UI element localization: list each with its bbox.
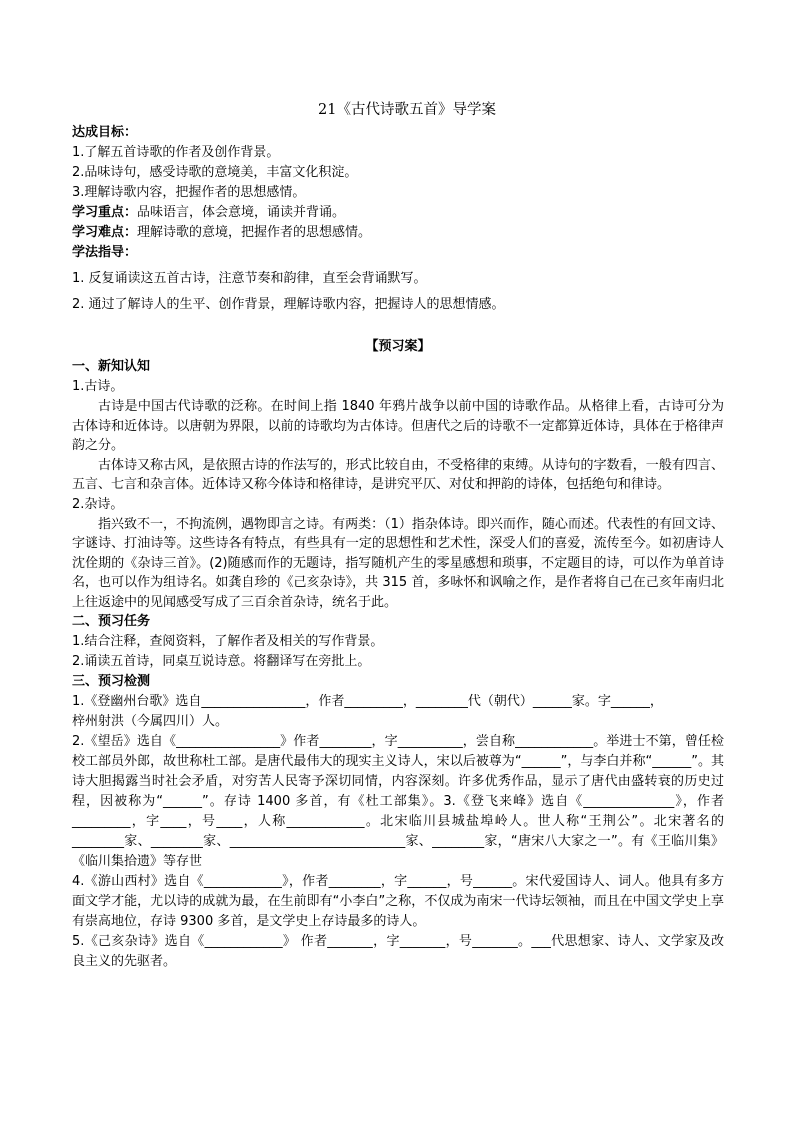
key-point-label: 学习重点： <box>72 205 138 220</box>
section1-heading: 一、新知认知 <box>72 359 151 374</box>
section1-paragraph-3: 指兴致不一，不拘流例，遇物即言之诗。有两类：（1）指杂体诗。即兴而作，随心而述。代表性的有回文诗、字谜诗、打油诗等。这些诗各有特点，有些具有一定的思想性和艺术性，深受人们的喜爱，流传至今。如初唐诗人沈佺期的《杂诗三首》。(2)随感而作的无题诗，指写随机产生的零星感想和琐事，不定题目的诗，可以作为单首诗名，也可以作为组诗名。如龚自珍的《己亥杂诗》，共 315 首，多咏怀和讽喻之作，是作者将自己在己亥年南归北上往返途中的见闻感受写成了三百余首杂诗，统名于此。 <box>72 516 724 610</box>
section1-paragraph-2: 古体诗又称古风，是依照古诗的作法写的，形式比较自由，不受格律的束缚。从诗句的字数看，一般有四言、五言、七言和杂言体。近体诗又称今体诗和格律诗，是讲究平仄、对仗和押韵的诗体，包括绝句和律诗。 <box>72 457 724 492</box>
page-title: 21《古代诗歌五首》导学案 <box>318 102 496 118</box>
goal-item: 1.了解五首诗歌的作者及创作背景。 <box>72 145 280 160</box>
section1-paragraph-1: 古诗是中国古代诗歌的泛称。在时间上指 1840 年鸦片战争以前中国的诗歌作品。从格律上看，古诗可分为古体诗和近体诗。以唐朝为界限，以前的诗歌均为古体诗。但唐代之后的诗歌不一定都算近体诗，具体在于格律声韵之分。 <box>72 399 724 453</box>
goal-item: 2.品味诗句，感受诗歌的意境美，丰富文化积淀。 <box>72 165 358 180</box>
question-2-3: 2.《望岳》选自《________________》作者________，字__________，尝自称____________。举进士不第，曾任检校工部员外郎，故世称杜工部。是唐代最伟大的现实主义诗人，宋以后被尊为“______”，与李白并称“______”。其诗大胆揭露当时社会矛盾，对穷苦人民寄予深切同情，内容深刻。许多优秀作品，显示了唐代由盛转衰的历史过程，因被称为“______”。存诗 1400 多首，有《杜工部集》。3.《登飞来峰》选自《______________》，作者_________，字____，号____，人称____________。北宋临川县城盐埠岭人。世人称“王荆公”。北宋著名的________家、________家、___________________________家、________家，“唐宋八大家之一”。有《王临川集》《临川集拾遗》等存世 <box>72 734 724 869</box>
section1-sub1: 1.古诗。 <box>72 379 124 394</box>
goals-heading: 达成目标： <box>72 125 138 140</box>
key-point-text: 品味语言，体会意境，诵读并背诵。 <box>137 205 346 220</box>
task-item: 2.诵读五首诗，同桌互说诗意。将翻译写在旁批上。 <box>72 654 371 669</box>
section1-sub2: 2.杂诗。 <box>72 496 124 512</box>
key-point-row <box>72 203 724 223</box>
difficulty-text: 理解诗歌的意境，把握作者的思想感情。 <box>137 225 372 240</box>
method-item: 1. 反复诵读这五首古诗，注意节奏和韵律，直至会背诵默写。 <box>72 271 427 286</box>
method-item: 2. 通过了解诗人的生平、创作背景，理解诗歌内容，把握诗人的思想情感。 <box>72 297 505 312</box>
question-1-line-2: 梓州射洪（今属四川）人。 <box>72 714 229 729</box>
goal-item: 3.理解诗歌内容，把握作者的思想感情。 <box>72 185 306 200</box>
task-item: 1.结合注释，查阅资料，了解作者及相关的写作背景。 <box>72 634 384 649</box>
question-4: 4.《游山西村》选自《____________》，作者________，字______，号______。宋代爱国诗人、词人。他具有多方面文学才能，尤以诗的成就为最，在生前即有“小李白”之称，不仅成为南宋一代诗坛领袖，而且在中国文学史上享有崇高地位，存诗 9300 多首，是文学史上存诗最多的诗人。 <box>72 874 724 929</box>
difficulty-label: 学习难点： <box>72 225 138 240</box>
worksheet-page <box>72 98 724 972</box>
question-1-line-1: 1.《登幽州台歌》选自________________，作者_________，________代（朝代）______家。字______， <box>72 694 663 709</box>
section3-heading: 三、预习检测 <box>72 674 151 689</box>
method-heading: 学法指导： <box>72 245 138 260</box>
question-5: 5.《己亥杂诗》选自《____________》 作者_______，字_______，号_______。___代思想家、诗人、文学家及改良主义的先驱者。 <box>72 934 724 969</box>
section2-heading: 二、预习任务 <box>72 614 151 629</box>
difficulty-row <box>72 223 724 243</box>
preview-heading: 【预习案】 <box>365 339 431 354</box>
